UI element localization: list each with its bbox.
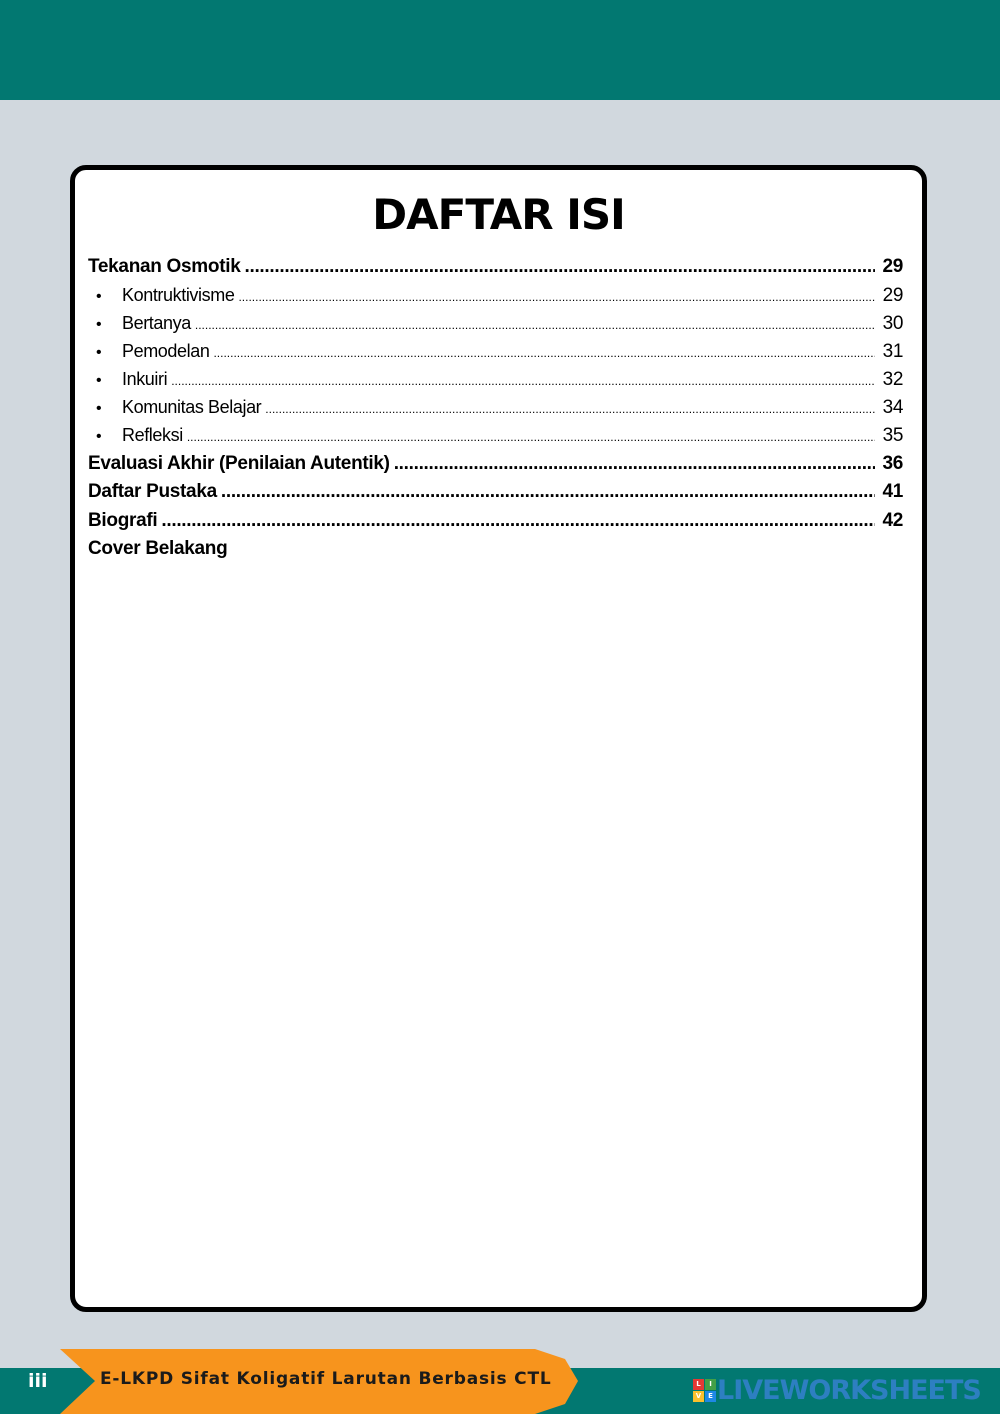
- logo-letter: L: [693, 1379, 704, 1390]
- logo-letter: E: [705, 1391, 716, 1402]
- bullet-icon: •: [96, 427, 102, 445]
- bullet-icon: •: [96, 287, 102, 305]
- toc-page-number: 35: [882, 424, 903, 446]
- page-title: DAFTAR ISI: [372, 190, 625, 239]
- toc-page-number: 29: [882, 284, 903, 306]
- bullet-icon: •: [96, 315, 102, 333]
- logo-letter: V: [693, 1391, 704, 1402]
- footer-title: E-LKPD Sifat Koligatif Larutan Berbasis CTL: [100, 1369, 552, 1389]
- toc-entry-label: Tekanan Osmotik: [88, 256, 241, 277]
- toc-entry-label: Inkuiri: [122, 368, 168, 389]
- toc-entry-label: Cover Belakang: [88, 538, 228, 559]
- toc-leader-dots: [187, 430, 875, 444]
- toc-page-number: 31: [882, 340, 903, 362]
- toc-page-number: 29: [882, 256, 903, 277]
- toc-entry[interactable]: [88, 369, 903, 397]
- toc-page-number: 36: [882, 452, 903, 474]
- toc-page-number: 30: [882, 312, 903, 334]
- toc-leader-dots: [265, 402, 875, 416]
- toc-page-number: 41: [882, 481, 903, 502]
- logo-letter: I: [705, 1379, 716, 1390]
- toc-entry[interactable]: [88, 481, 903, 510]
- bullet-icon: •: [96, 371, 102, 389]
- header-band: [0, 0, 1000, 100]
- toc-entry[interactable]: [88, 313, 903, 341]
- toc-entry[interactable]: [88, 510, 903, 539]
- toc-leader-dots: [394, 453, 875, 475]
- toc-leader-dots: [221, 481, 875, 503]
- toc-entry[interactable]: [88, 453, 903, 482]
- toc-entry[interactable]: [88, 538, 903, 567]
- toc-entry-label: Refleksi: [122, 424, 183, 445]
- toc-leader-dots: [213, 346, 875, 360]
- bullet-icon: •: [96, 343, 102, 361]
- liveworksheets-brand[interactable]: [693, 1373, 981, 1407]
- toc-entry-label: Kontruktivisme: [122, 284, 235, 305]
- toc-entry[interactable]: [88, 285, 903, 313]
- toc-entry-label: Bertanya: [122, 312, 191, 333]
- toc-entry[interactable]: [88, 256, 903, 285]
- toc-entry-label: Pemodelan: [122, 340, 210, 361]
- brand-name: LIVEWORKSHEETS: [717, 1374, 981, 1406]
- toc-leader-dots: [244, 256, 875, 278]
- bullet-icon: •: [96, 399, 102, 417]
- liveworksheets-logo-icon: [693, 1379, 715, 1401]
- toc-entry-label: Komunitas Belajar: [122, 396, 262, 417]
- toc-page-number: 32: [882, 368, 903, 390]
- toc-entry[interactable]: [88, 397, 903, 425]
- toc-leader-dots: [238, 290, 875, 304]
- toc-entry[interactable]: [88, 341, 903, 369]
- toc-entry[interactable]: [88, 425, 903, 453]
- toc-entry-label: Biografi: [88, 509, 158, 531]
- content-card: [70, 165, 927, 1312]
- page-number: iii: [28, 1370, 48, 1392]
- table-of-contents: [88, 256, 903, 567]
- toc-leader-dots: [161, 510, 875, 532]
- toc-entry-label: Evaluasi Akhir (Penilaian Autentik): [88, 452, 390, 474]
- toc-leader-dots: [171, 374, 875, 388]
- toc-entry-label: Daftar Pustaka: [88, 481, 217, 502]
- toc-page-number: 34: [882, 396, 903, 418]
- toc-page-number: 42: [882, 509, 903, 531]
- toc-leader-dots: [195, 318, 875, 332]
